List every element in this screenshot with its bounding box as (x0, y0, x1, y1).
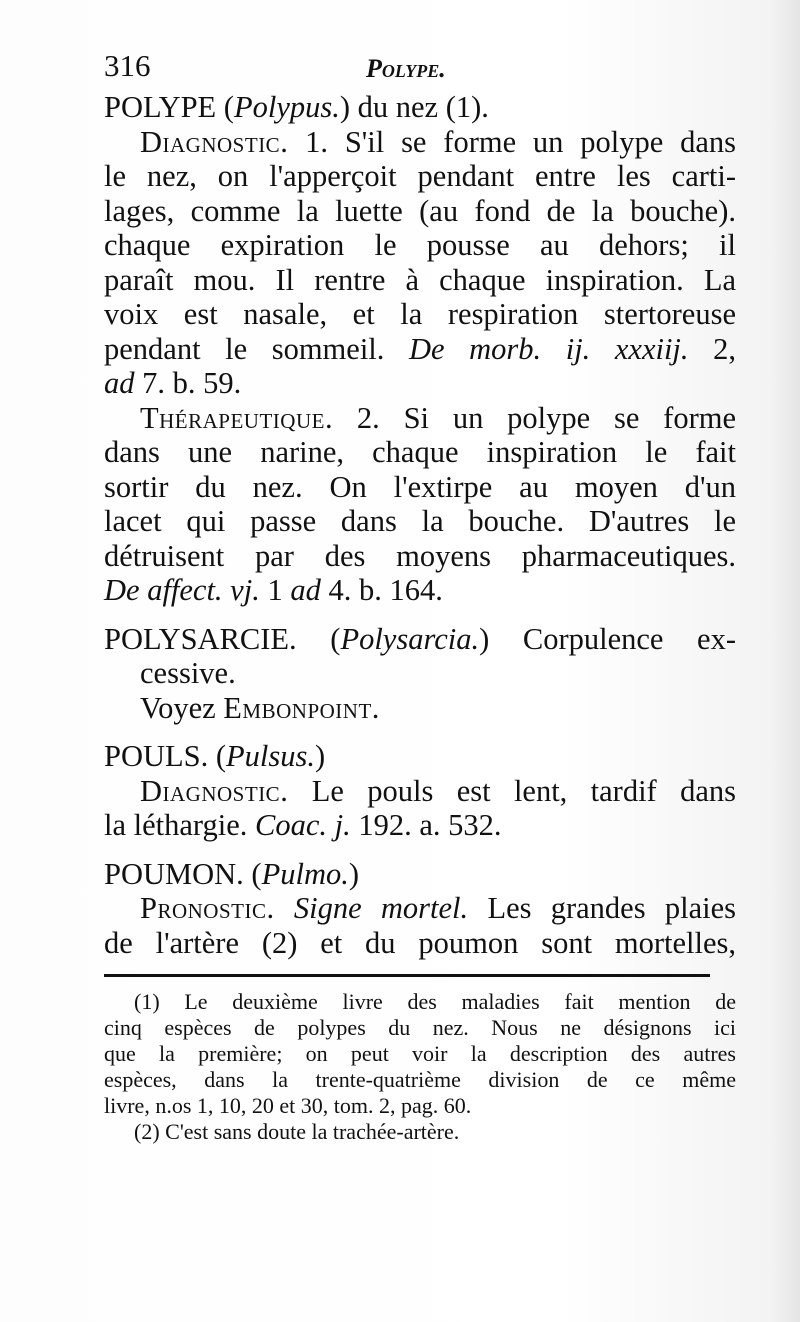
running-head (104, 40, 736, 90)
heading-latin: Polypus. (233, 90, 340, 124)
cross-reference-target: Embonpoint. (223, 690, 380, 725)
diagnostic-line-7 (104, 332, 736, 367)
entry-heading-polype (104, 90, 736, 125)
section-label-diagnostic: Diagnostic. (140, 124, 289, 159)
section-label-therapeutique: Thérapeutique. (140, 400, 334, 435)
heading-text: POLYSARCIE. ( (104, 621, 341, 656)
text-span: 1 (259, 573, 291, 607)
section-label-pronostic: Pronostic. (140, 891, 275, 925)
footnote-1-line-5: livre, n.os 1, 10, 20 et 30, tom. 2, pag. 60. (104, 1093, 472, 1118)
text-span: 2, (688, 331, 736, 366)
therapeutique-line-3: sortir du nez. On l'extirpe au moyen d'un (104, 469, 736, 504)
citation: De morb. ij. xxxiij. (408, 331, 689, 366)
spacer (104, 608, 736, 622)
therapeutique-line-2: dans une narine, chaque inspiration le fait (104, 435, 736, 469)
diagnostic-line-4: chaque expiration le pousse au dehors; il (104, 228, 736, 262)
citation: ad (104, 366, 135, 400)
heading-latin: Pulsus. (226, 739, 315, 773)
footnote-1-line-4: espèces, dans la trente-quatrième division de ce même (104, 1067, 736, 1092)
pronostic-line-2: de l'artère (2) et du poumon sont mortelles, (104, 925, 736, 960)
heading-text: POULS. ( (104, 739, 227, 773)
page-number: 316 (104, 48, 151, 83)
diagnostic-line-5: paraît mou. Il rentre à chaque inspiration. La (104, 262, 736, 297)
footnote-1-line-3: que la première; on peut voir la description des autres (104, 1041, 736, 1066)
polysarcie-line-2: cessive. (140, 656, 236, 690)
running-title: Polype. (366, 54, 446, 83)
text-span: Le pouls est lent, tardif dans (288, 773, 736, 808)
text-span: ) (314, 739, 326, 773)
therapeutique-line-4: lacet qui passe dans la bouche. D'autres le (104, 504, 736, 538)
footnote-2: (2) C'est sans doute la trachée-artère. (134, 1119, 460, 1144)
therapeutique-line-6 (104, 573, 736, 608)
therapeutique-line-1 (104, 401, 736, 436)
cross-reference-label: Voyez (140, 690, 224, 725)
text-span: Les grandes plaies (468, 891, 736, 925)
citation-number: 4. b. 164. (320, 573, 443, 607)
text-span: pendant le sommeil. (104, 331, 409, 366)
heading-text: POLYPE ( (104, 90, 234, 124)
page-edge-shadow (772, 0, 800, 1322)
spacer (104, 843, 736, 857)
diagnostic-line-2: le nez, on l'apperçoit pendant entre les carti- (104, 159, 736, 193)
footnote-1-line-1: (1) Le deuxième livre des maladies fait mention de (134, 989, 736, 1014)
emphasis: Signe mortel. (293, 891, 469, 925)
section-label-diagnostic: Diagnostic. (140, 773, 289, 808)
citation: ad (290, 573, 321, 607)
diagnostic-line-3: lages, comme la luette (au fond de la bouche). (104, 193, 736, 228)
diagnostic-line-6: voix est nasale, et la respiration stertoreuse (104, 297, 736, 331)
text-span: la léthargie. (104, 808, 256, 842)
citation-number: 192. a. 532. (350, 808, 502, 842)
heading-text-rest: ) du nez (1). (339, 90, 489, 124)
page-text-block (104, 40, 736, 1145)
pouls-diagnostic-line-2 (104, 808, 736, 843)
citation: Coac. j. (255, 808, 351, 842)
citation: De affect. vj. (104, 573, 260, 607)
diagnostic-line-8 (104, 366, 736, 401)
heading-text: POUMON. ( (104, 856, 262, 891)
voyez-line (104, 691, 736, 726)
text-span: 2. Si un polype se forme (333, 400, 736, 435)
citation-number: 7. b. 59. (134, 366, 242, 400)
diagnostic-line-1 (104, 125, 736, 160)
pronostic-line-1 (104, 891, 736, 926)
text-span: ) Corpulence ex- (479, 621, 736, 656)
text-span: ) (348, 856, 360, 891)
spacer (104, 725, 736, 739)
text-span: 1. S'il se forme un polype dans (288, 124, 736, 159)
pouls-diagnostic-line-1 (104, 774, 736, 809)
heading-latin: Polysarcia. (340, 621, 480, 656)
entry-heading-polysarcie (104, 622, 736, 657)
footnote-rule (104, 974, 710, 977)
therapeutique-line-5: détruisent par des moyens pharmaceutiques. (104, 538, 736, 573)
heading-latin: Pulmo. (261, 856, 349, 891)
entry-heading-pouls (104, 739, 736, 774)
footnote-1-line-2: cinq espèces de polypes du nez. Nous ne désignons ici (104, 1015, 736, 1040)
entry-heading-poumon (104, 857, 736, 892)
